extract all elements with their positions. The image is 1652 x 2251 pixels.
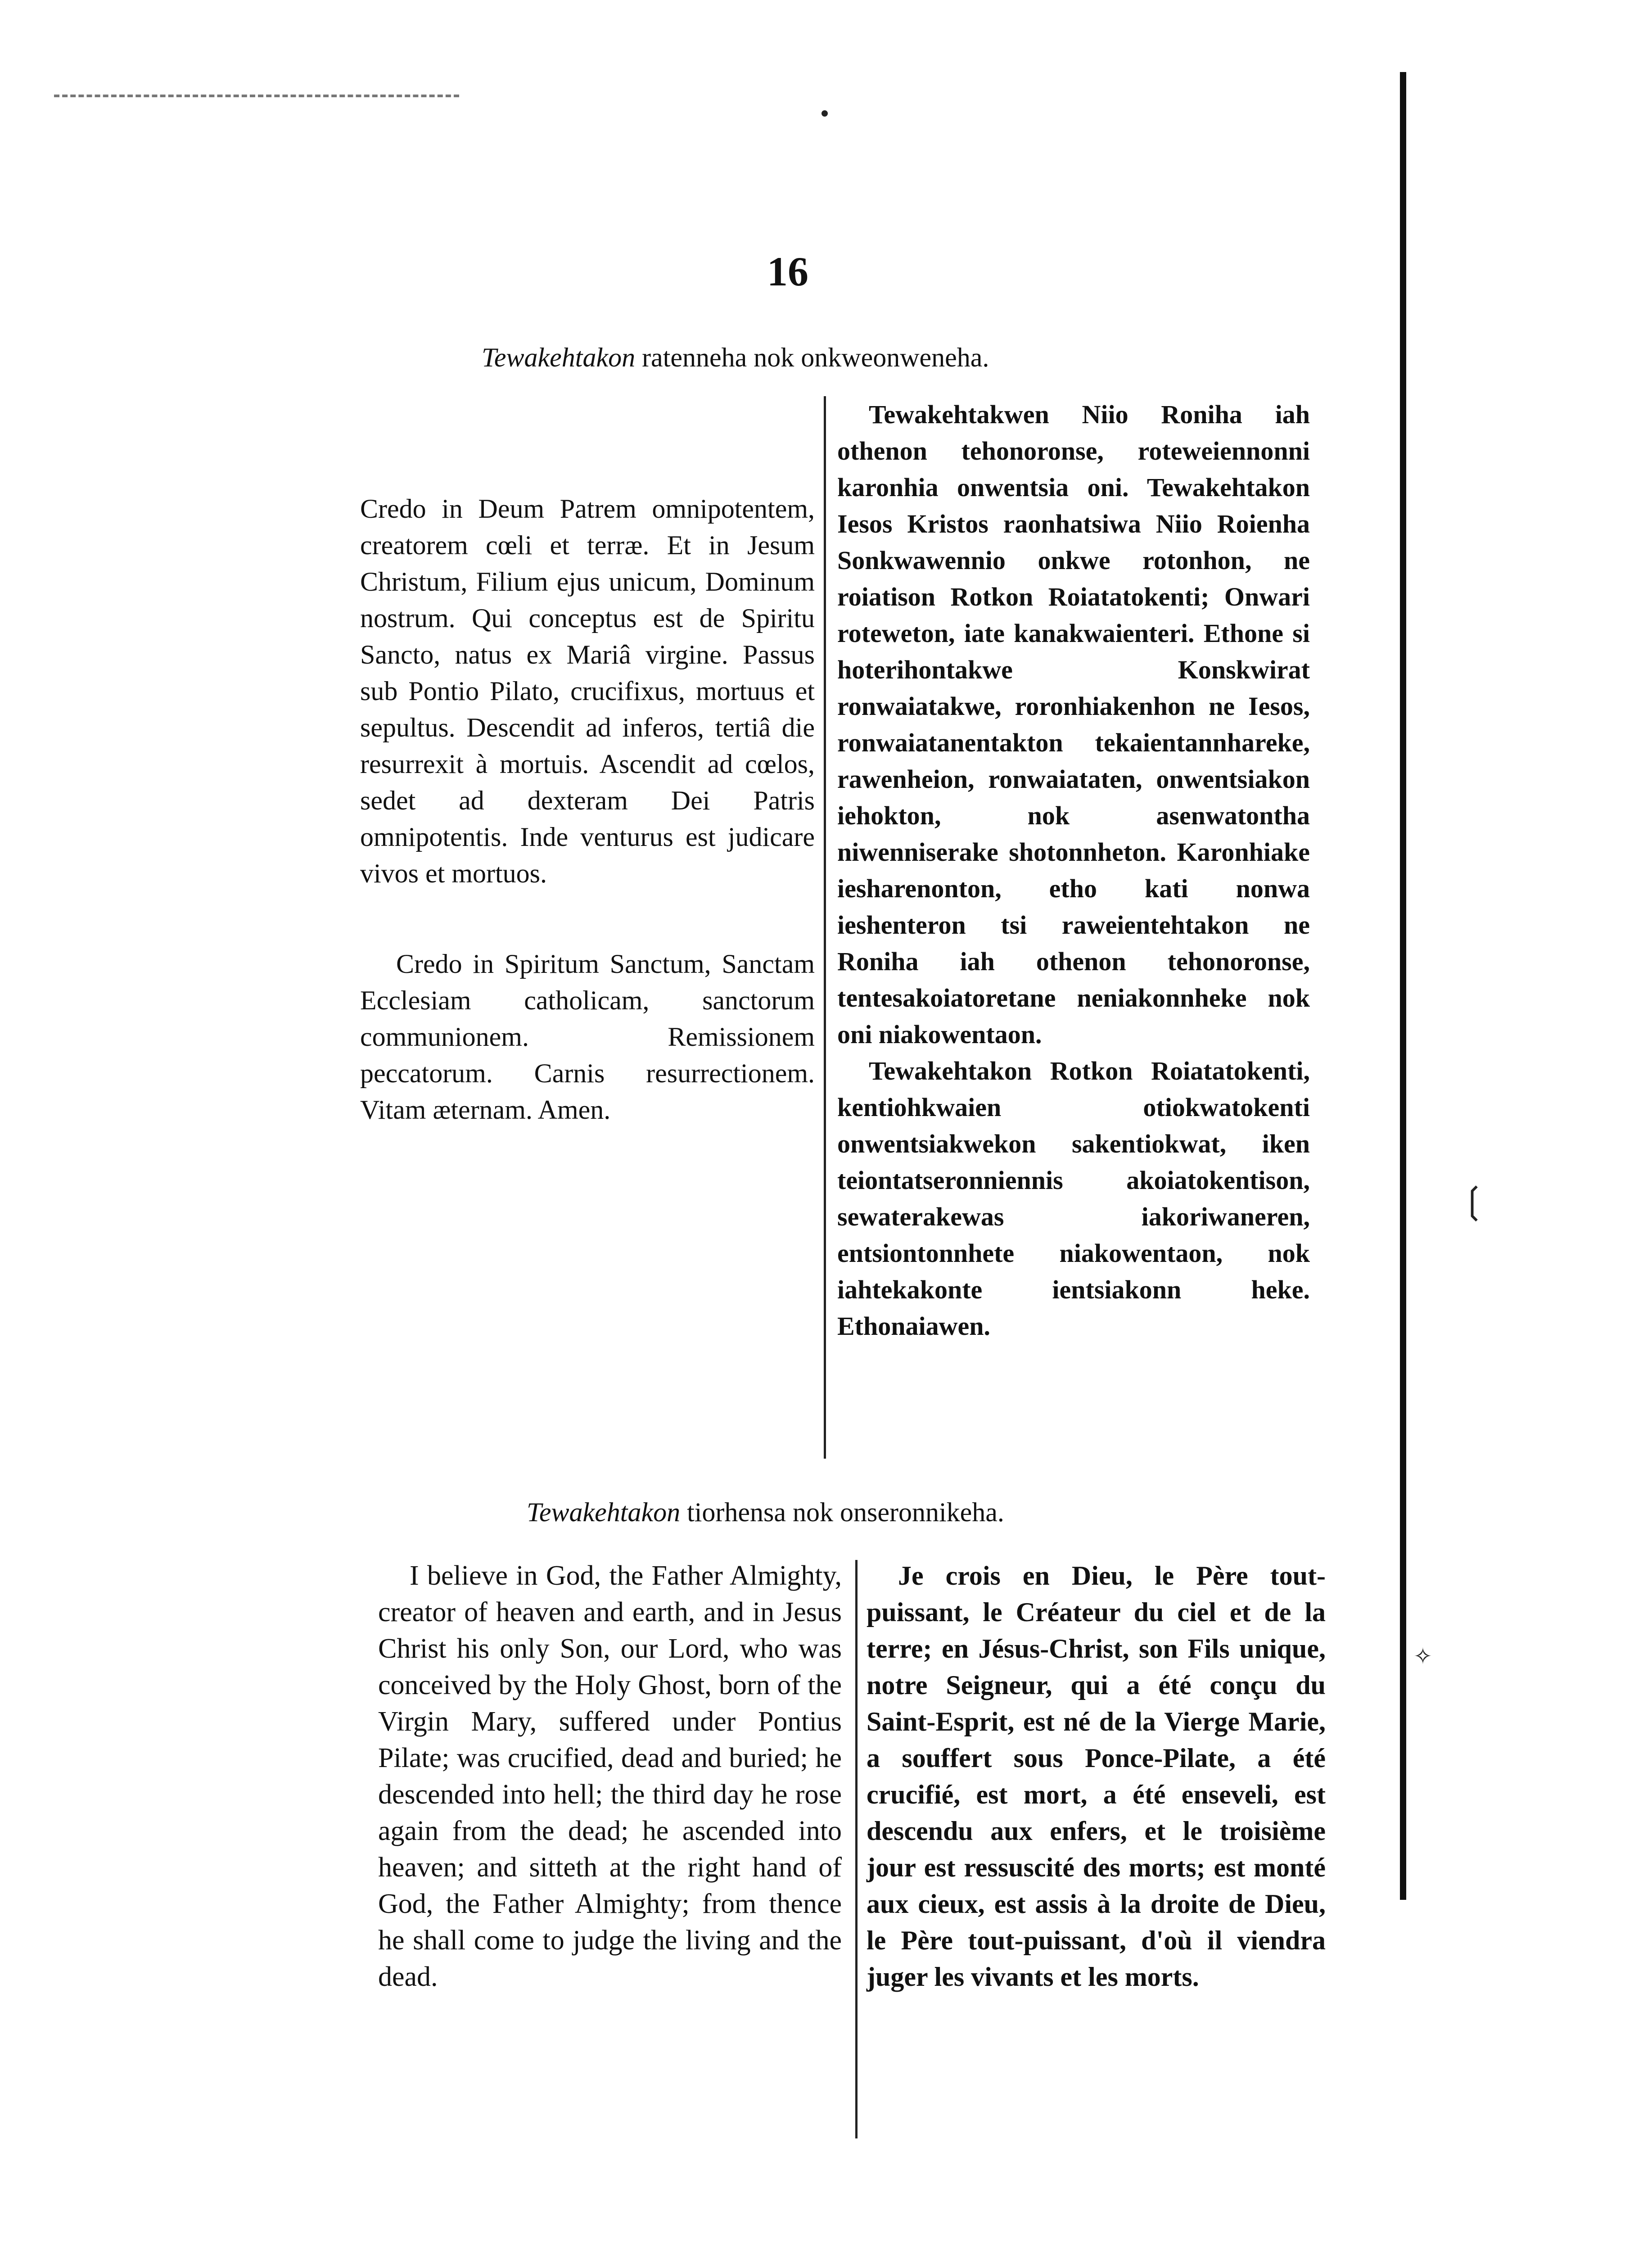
page-edge-rule [1400, 72, 1406, 1900]
english-column [378, 1558, 842, 1995]
heading-rest: ratenneha nok onkweonweneha. [635, 343, 989, 372]
heading-rest: tiorhensa nok onseronnikeha. [680, 1497, 1004, 1527]
french-column [867, 1558, 1326, 1995]
column-divider-1 [824, 396, 826, 1459]
column-divider-2 [855, 1560, 858, 2138]
latin-paragraph-1: Credo in Deum Patrem omnipotentem, creatorem cœli et terræ. Et in Jesum Christum, Filium ejus unicum, Dominum nostrum. Qui conceptus est de Spiritu Sancto, natus ex Mariâ virgine. Passus sub Pontio Pilato, crucifixus, mortuus et sepultus. Descendit ad inferos, tertiâ die resurrexit à mortuis. Ascendit ad cœlos, sedet ad dexteram Dei Patris omnipotentis. Inde venturus est judicare vivos et mortuos. [360, 494, 815, 888]
margin-mark-2: ✧ [1413, 1644, 1432, 1669]
scan-artifact-top [54, 95, 459, 102]
section-heading-english-french [527, 1497, 1004, 1528]
heading-italic-word: Tewakehtakon [482, 343, 636, 372]
mohawk-paragraph-1: Tewakehtakwen Niio Roniha iah othenon tehonoronse, roteweiennonni karonhia onwentsia oni. Tewakehtakon Iesos Kristos raonhatsiwa Niio Roienha Sonkwawennio onkwe rotonhon, ne roiatison Rotkon Roiatatokenti; Onwari roteweton, iate kanakwaienteri. Ethone si hoterihontakwe Konskwirat ronwaiatakwe, roronhiakenhon ne Iesos, ronwaiatanentakton tekaientannhareke, rawenheion, ronwaiataten, onwentsiakon iehokton, nok asenwatontha niwenniserake shotonnheton. Karonhiake iesharenonton, etho kati nonwa ieshenteron tsi raweientehtakon ne Roniha iah othenon tehonoronse, tentesakoiatoretane neniakonnheke nok oni niakowentaon. [837, 400, 1310, 1049]
english-paragraph: I believe in God, the Father Almighty, creator of heaven and earth, and in Jesus Christ his only Son, our Lord, who was conceived by the Holy Ghost, born of the Virgin Mary, suffered under Pontius Pilate; was crucified, dead and buried; he descended into hell; the third day he rose again from the dead; he ascended into heaven; and sitteth at the right hand of God, the Father Almighty; from thence he shall come to judge the living and the dead. [378, 1560, 842, 1992]
latin-paragraph-2: Credo in Spiritum Sanctum, Sanctam Ecclesiam catholicam, sanctorum communionem. Remissionem peccatorum. Carnis resurrectionem. Vitam æternam. Amen. [360, 949, 815, 1125]
margin-bracket-mark: ❲ [1458, 1181, 1489, 1221]
latin-column [360, 491, 815, 1128]
scan-artifact-dot [821, 110, 828, 117]
section-heading-native-latin [482, 342, 989, 373]
heading-italic-word: Tewakehtakon [527, 1497, 681, 1527]
mohawk-column [837, 396, 1310, 1344]
mohawk-paragraph-2: Tewakehtakon Rotkon Roiatatokenti, kentiohkwaien otiokwatokenti onwentsiakwekon sakentiokwat, iken teiontatseronniennis akoiatokentison, sewaterakewas iakoriwaneren, entsiontonnhete niakowentaon, nok iahtekakonte ientsiakonn heke. Ethonaiawen. [837, 1056, 1310, 1341]
page-number: 16 [767, 249, 808, 294]
french-paragraph: Je crois en Dieu, le Père tout-puissant, le Créateur du ciel et de la terre; en Jésus-Christ, son Fils unique, notre Seigneur, qui a été conçu du Saint-Esprit, est né de la Vierge Marie, a souffert sous Ponce-Pilate, a été crucifié, est mort, a été enseveli, est descendu aux enfers, et le troisième jour est ressuscité des morts; est monté aux cieux, est assis à la droite de Dieu, le Père tout-puissant, d'où il viendra juger les vivants et les morts. [867, 1561, 1326, 1992]
